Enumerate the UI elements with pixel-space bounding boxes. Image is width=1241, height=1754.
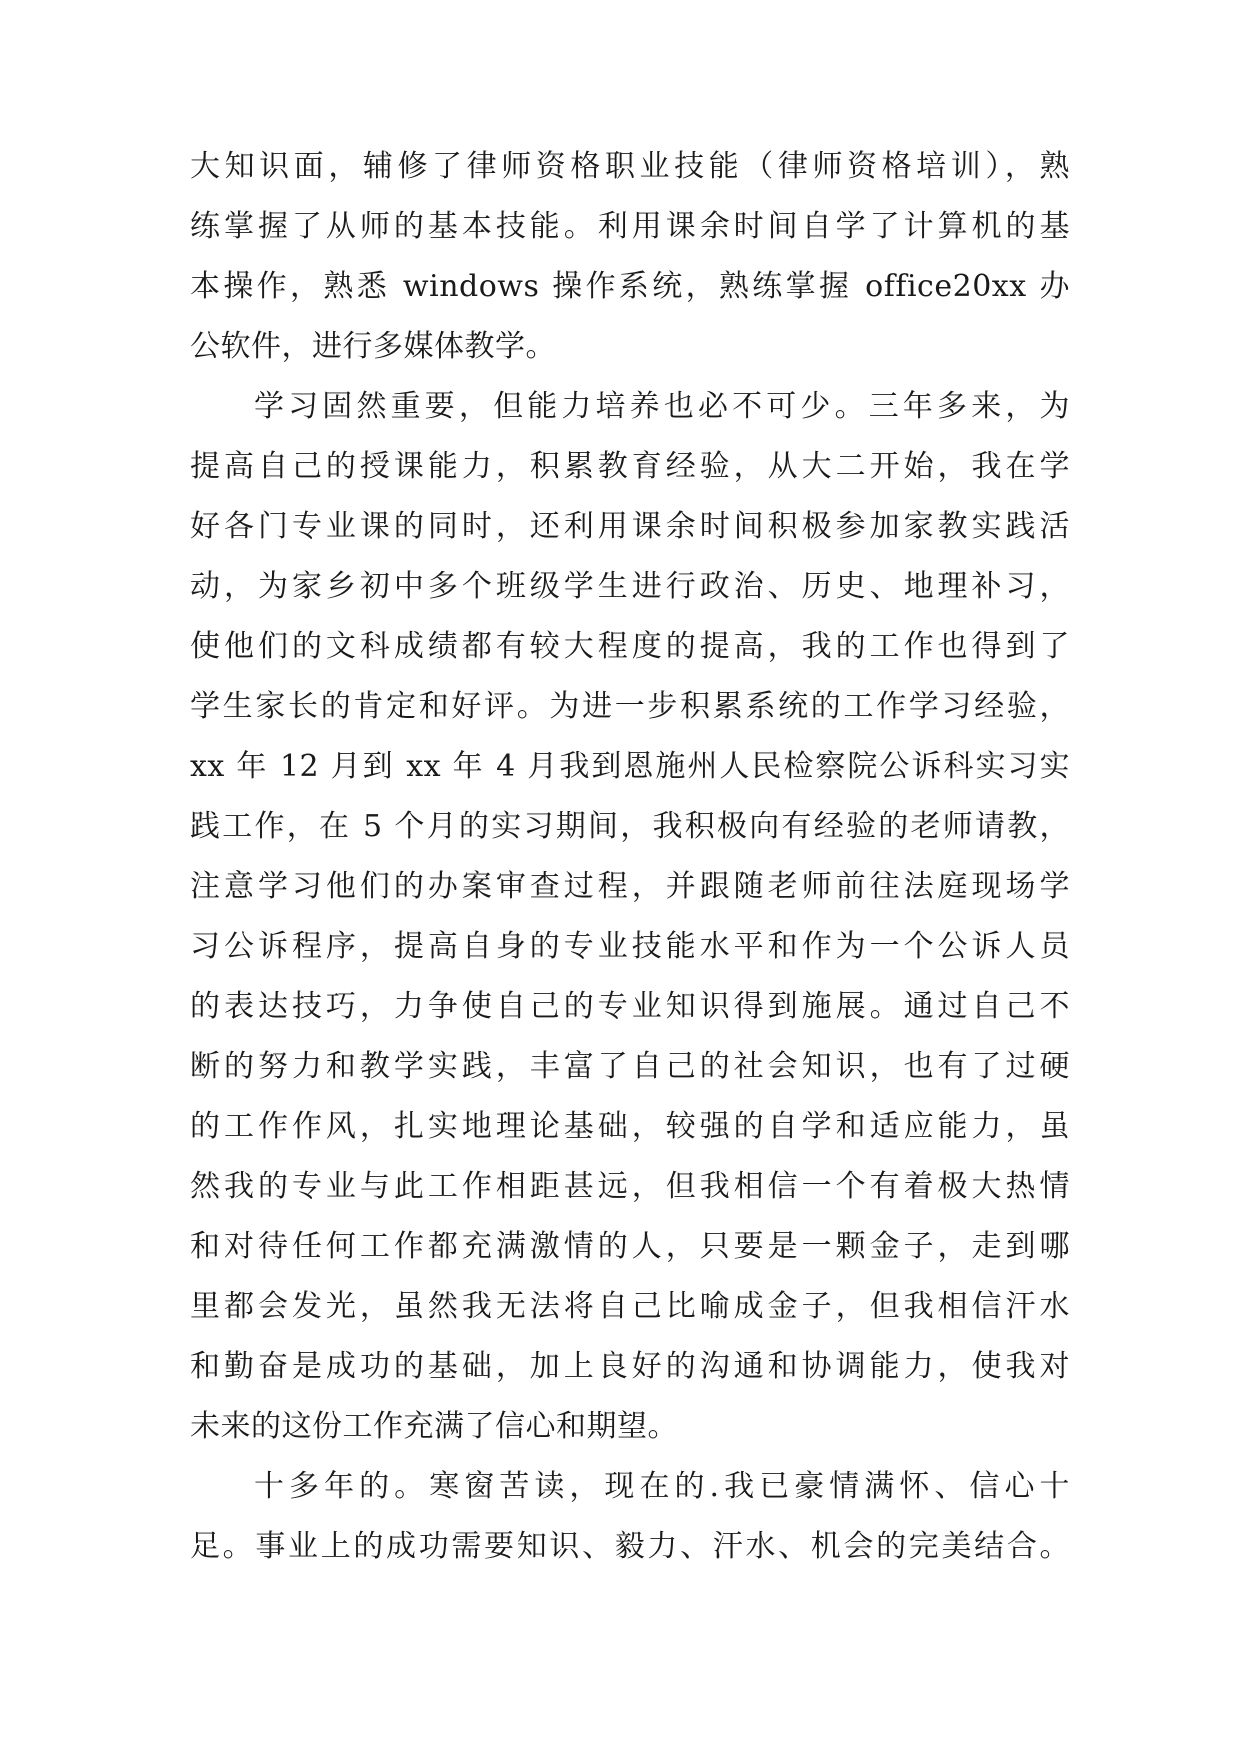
text-line: 里都会发光，虽然我无法将自己比喻成金子，但我相信汗水 [190,1289,1070,1324]
text-line: 学生家长的肯定和好评。为进一步积累系统的工作学习经验， [190,689,1070,724]
text-line: 和勤奋是成功的基础，加上良好的沟通和协调能力，使我对 [190,1349,1070,1384]
text-line: 然我的专业与此工作相距甚远，但我相信一个有着极大热情 [190,1169,1070,1204]
text-line: 断的努力和教学实践，丰富了自己的社会知识，也有了过硬 [190,1049,1070,1084]
text-line: 和对待任何工作都充满激情的人，只要是一颗金子，走到哪 [190,1229,1070,1264]
text-line: 未来的这份工作充满了信心和期望。 [190,1409,678,1444]
paragraph-first-line: 十多年的。寒窗苦读，现在的.我已豪情满怀、信心十 [254,1469,1070,1504]
text-line: xx 年 12 月到 xx 年 4 月我到恩施州人民检察院公诉科实习实 [190,749,1070,784]
text-line: 足。事业上的成功需要知识、毅力、汗水、机会的完美结合。 [190,1529,1070,1564]
text-line: 大知识面，辅修了律师资格职业技能（律师资格培训），熟 [190,149,1070,184]
text-line: 好各门专业课的同时，还利用课余时间积极参加家教实践活 [190,509,1070,544]
text-line: 习公诉程序，提高自身的专业技能水平和作为一个公诉人员 [190,929,1070,964]
text-line: 动，为家乡初中多个班级学生进行政治、历史、地理补习， [190,569,1070,604]
text-line: 注意学习他们的办案审查过程，并跟随老师前往法庭现场学 [190,869,1070,904]
text-line: 公软件，进行多媒体教学。 [190,329,556,364]
text-line: 的工作作风，扎实地理论基础，较强的自学和适应能力，虽 [190,1109,1070,1144]
text-line: 本操作，熟悉 windows 操作系统，熟练掌握 office20xx 办 [190,269,1070,304]
text-line: 的表达技巧，力争使自己的专业知识得到施展。通过自己不 [190,989,1070,1024]
text-line: 提高自己的授课能力，积累教育经验，从大二开始，我在学 [190,449,1070,484]
text-line: 使他们的文科成绩都有较大程度的提高，我的工作也得到了 [190,629,1070,664]
paragraph-first-line: 学习固然重要，但能力培养也必不可少。三年多来，为 [254,389,1070,424]
text-line: 践工作，在 5 个月的实习期间，我积极向有经验的老师请教， [190,809,1070,844]
text-line: 练掌握了从师的基本技能。利用课余时间自学了计算机的基 [190,209,1070,244]
